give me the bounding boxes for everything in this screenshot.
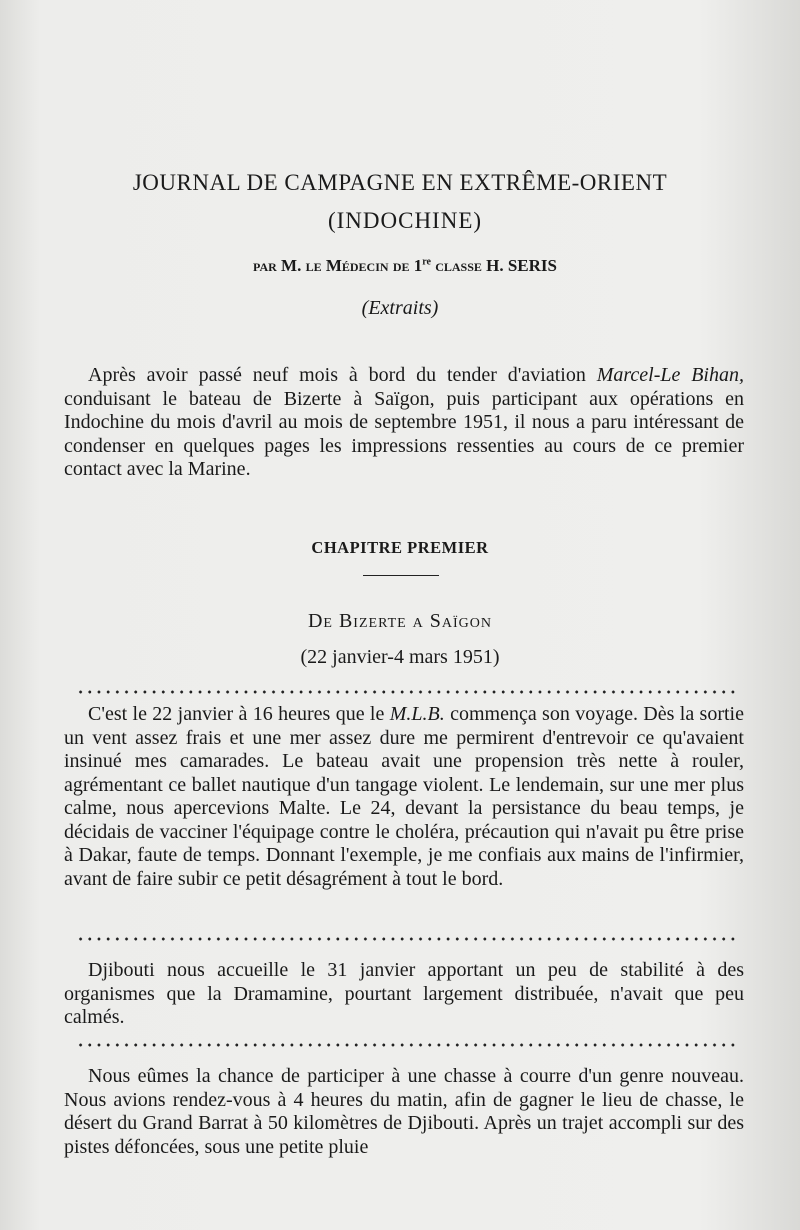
ship-name: Marcel-Le Bihan, bbox=[596, 364, 744, 386]
chapter-divider bbox=[363, 575, 439, 576]
extraits-label: (Extraits) bbox=[361, 297, 439, 319]
byline-rank: le Médecin bbox=[305, 256, 389, 275]
dotted-separator bbox=[76, 690, 740, 694]
byline-de: de bbox=[392, 256, 410, 275]
article-title: JOURNAL DE CAMPAGNE EN EXTRÊME-ORIENT bbox=[132, 170, 668, 195]
section-title: De Bizerte a Saïgon bbox=[307, 610, 493, 632]
article-subtitle: (INDOCHINE) bbox=[327, 208, 483, 233]
byline-class-number: 1re bbox=[413, 256, 431, 275]
byline-class-word: classe bbox=[435, 256, 482, 275]
intro-paragraph: Après avoir passé neuf mois à bord du tender d'aviation Marcel-Le Bihan, conduisant le bateau de Bizerte à Saïgon, puis participant aux opérations en Indochine du mois d'avril au mois de septembre 1951, il nous a paru intéressant de condenser en quelques pages les impressions ressenties au cours de ce premier contact avec la Marine. bbox=[64, 364, 744, 480]
byline-m: M. bbox=[281, 256, 302, 275]
body-paragraph-chasse: Nous eûmes la chance de participer à une chasse à courre d'un genre nouveau. Nous avions rendez-vous à 4 heures du matin, afin de gagner le lieu de chasse, le désert du Grand Barrat à 50 kilomètres de Djibouti. Après un trajet accompli sur des pistes défoncées, sous une petite pluie bbox=[64, 1065, 744, 1158]
dotted-separator bbox=[76, 1043, 740, 1047]
dotted-separator bbox=[76, 937, 740, 941]
author-byline bbox=[0, 256, 800, 276]
body-paragraph-voyage: C'est le 22 janvier à 16 heures que le M.L.B. commença son voyage. Dès la sortie un vent assez frais et une mer assez dure me permirent d'entrevoir ce qu'avaient insinué mes camarades. Le bateau avait une propension très nette à rouler, agrémentant ce ballet nautique d'un tangage violent. Le lendemain, sur une mer plus calme, nous apercevions Malte. Le 24, devant la persistance du beau temps, je décidais de vacciner l'équipage contre le choléra, précaution qui n'avait pu être prise à Dakar, faute de temps. Donnant l'exemple, je me confiais aux mains de l'infirmier, avant de faire subir ce petit désagrément à tout le bord. bbox=[64, 703, 744, 890]
byline-par: par bbox=[253, 256, 277, 275]
chapter-heading: CHAPITRE PREMIER bbox=[311, 538, 489, 557]
byline-author-name: H. SERIS bbox=[486, 256, 557, 275]
ship-abbreviation: M.L.B. bbox=[389, 703, 445, 725]
body-paragraph-djibouti: Djibouti nous accueille le 31 janvier apportant un peu de stabilité à des organismes que la Dramamine, pourtant largement distribuée, n'avait que peu calmés. bbox=[64, 959, 744, 1028]
section-dates: (22 janvier-4 mars 1951) bbox=[300, 646, 500, 668]
